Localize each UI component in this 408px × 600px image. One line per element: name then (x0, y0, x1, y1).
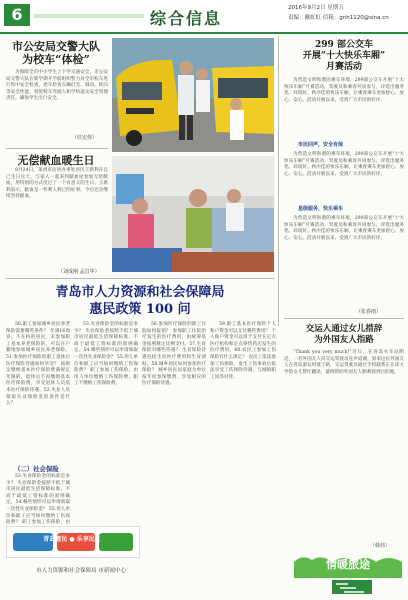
article5-body-text: “Thank you very much!”近日，在青岛火车站附近，一名外国友人向交运驾驶员连声道谢。原来这位外国友人在青岛游玩时迷了路，交运驾驶员通过手机联系正在读大学的女儿帮忙翻译，最终帮助外国友人顺利找到目的地。 (284, 350, 404, 375)
article4-title (6, 284, 274, 318)
article1-byline: （任宏伟） (72, 135, 98, 141)
article4-column1-cont-text: 53.失业保险金的标准是多少？ 失业保险金按照不低于城市居民最低生活保障标准、不高于最低工资标准的原则确定。54.哪些情形可以申请领取一次性失业保险金？ 55.用人单位和职工应当如何缴纳工伤保险费？ 职工参加工伤保险，由 (6, 474, 70, 526)
article2-byline: （刘成刚 孟昌华） (58, 269, 100, 275)
article4-column1 (6, 322, 70, 456)
article4-column1-text: 50.职工参加城乡居民养老保险需要哪些条件？ 年满16周岁、不在校的居民，未参加职工基本养老保险的，可以在户籍地参加城乡居民养老保险。51.参加医疗保险的职工退休后医疗保险待遇如何享受？ 按规定缴纳基本医疗保险费满规定年限的，退休后不再缴纳基本医疗保险费，享受退休人员基本医疗保险待遇。52.失业人员领取失业保险金的条件是什么？ (6, 322, 70, 407)
article3-title (284, 40, 404, 73)
article4-top-rule (6, 278, 274, 279)
article4-column4-text: 59.职工基本医疗保险个人账户资金可以支付哪些费用？ 个人账户资金可以用于支付在定点医疗机构和定点零售药店发生的医疗费用。60.农民工参加工伤保险有什么规定？ 农民工依法参加工伤保险，发生工伤事故后依法享受工伤保险待遇，与城镇职工同等对待。 (210, 322, 276, 380)
article3-body-text: 为营造文明和谐的乘车环境，299部公交车开展“十大快乐车厢”月赛活动，驾驶员和乘客共同参与，评选出服务优、环境好、秩序佳的快乐车厢，让乘客乘车更加舒心、放心、安心。活动开展以来，受到广大市民的好评。 (284, 78, 404, 103)
section-title: 综合信息 (150, 9, 223, 28)
article3-title-line2: 开展“十大快乐车厢” (302, 51, 386, 61)
blood-donation-photo (112, 156, 274, 272)
article4-title-line2: 惠民政策 100 问 (89, 302, 191, 317)
article5-title-line2: 为外国友人指路 (314, 335, 374, 345)
article5-title (284, 324, 404, 346)
article2-body (6, 168, 108, 268)
article3-body-cont (284, 152, 404, 204)
article3-byline: （张春雨） (356, 309, 382, 315)
article5-byline: （韩伟） (370, 543, 391, 549)
article2-body-text: 8月24日，莱西市沽河办事处居民王新利在自己生日这天，与家人一起来到献血屋参加无偿献血，用特别的方式度过了一个有意义的生日。王新利表示，献血是一件利人利己的好事，今后还会继续坚持献血。 (6, 168, 108, 200)
article3-title-line1: 299 部公交车 (315, 40, 373, 50)
school-bus-photo (112, 38, 274, 152)
article4-sponsor: 市人力资源和社会保障局 市新闻中心 (36, 568, 126, 574)
article3-subhead1: 市民回声，安全有保 (298, 142, 344, 148)
article1-body (6, 70, 108, 134)
article4-column2-text: 53.失业保险金的标准是多少？ 失业保险金按照不低于城市居民最低生活保障标准、不高于最低工资标准的原则确定。54.哪些情形可以申请领取一次性失业保险金？ 55.用人单位和职工应当如何缴纳工伤保险费？ 职工参加工伤保险，由用人单位缴纳工伤保险费，职工不缴纳工伤保险费。 (74, 322, 138, 387)
article3-body (284, 78, 404, 140)
article5-title-line1: 交运人通过女儿措辞 (305, 324, 383, 334)
article4-column3-text: 56.参加医疗保险的职工住院如何报销？ 参保职工住院治疗发生的医疗费用，由统筹基金按照规定比例支付。57.生育保险有哪些待遇？ 生育保险待遇包括生育医疗费用和生育津贴。58.城乡居民如何参加医疗保险？ 城乡居民以家庭为单位按年度参保缴费，享受相应的医疗保险待遇。 (142, 322, 206, 387)
column-divider (278, 36, 279, 326)
article4-column3 (142, 322, 206, 592)
article3-subhead2: 星级服务，快乐乘车 (298, 206, 344, 212)
qingnuan-badge-text: 情暖旅途 (326, 558, 370, 571)
article1-title (6, 40, 106, 66)
editor-line: 责编：戴虹虹 信箱：gnh1120@sina.cn (288, 15, 389, 21)
article1-title-line1: 市公安局交警大队 (12, 40, 100, 53)
article3-body-text-3: 为营造文明和谐的乘车环境，299部公交车开展“十大快乐车厢”月赛活动，驾驶员和乘客共同参与，评选出服务优、环境好、秩序佳的快乐车厢，让乘客乘车更加舒心、放心、安心。活动开展以来，受到广大市民的好评。 (284, 216, 404, 241)
article1-body-text: 为保障全市中小学生上下学交通安全，市公安局交警大队在新学期开学前组织警力对全市校车进行集中安全检查，逐车检查车辆灯光、制动、转向等安全性能，督促校车驾驶人和学校落实安全管理责任，确保学生出行安全。 (6, 70, 108, 102)
article4-section-label: （二）社会保险 (14, 465, 59, 473)
header-stripe (34, 14, 144, 18)
huimin-logo-text: 青岛惠民 ● 乐享民生 (43, 536, 101, 543)
article2-title: 无偿献血暖生日 (17, 154, 95, 167)
issue-date: 2016年9月2日 星期五 (288, 5, 344, 11)
article3-body-text-2: 为营造文明和谐的乘车环境，299部公交车开展“十大快乐车厢”月赛活动，驾驶员和乘客共同参与，评选出服务优、环境好、秩序佳的快乐车厢，让乘客乘车更加舒心、放心、安心。活动开展以来，受到广大市民的好评。 (284, 152, 404, 177)
article4-column4 (210, 322, 276, 592)
article4-column2 (74, 322, 138, 522)
article1-title-line2: 为校车“体检” (22, 53, 90, 66)
article5-body (284, 350, 404, 542)
page-number: 6 (4, 4, 30, 26)
article4-column1-cont (6, 474, 70, 526)
article-divider (6, 148, 108, 149)
article3-body-cont2 (284, 216, 404, 306)
article4-title-line1: 青岛市人力资源和社会保障局 (55, 285, 225, 300)
article3-title-line3: 月赛活动 (325, 62, 362, 72)
article5-top-rule (284, 318, 404, 319)
